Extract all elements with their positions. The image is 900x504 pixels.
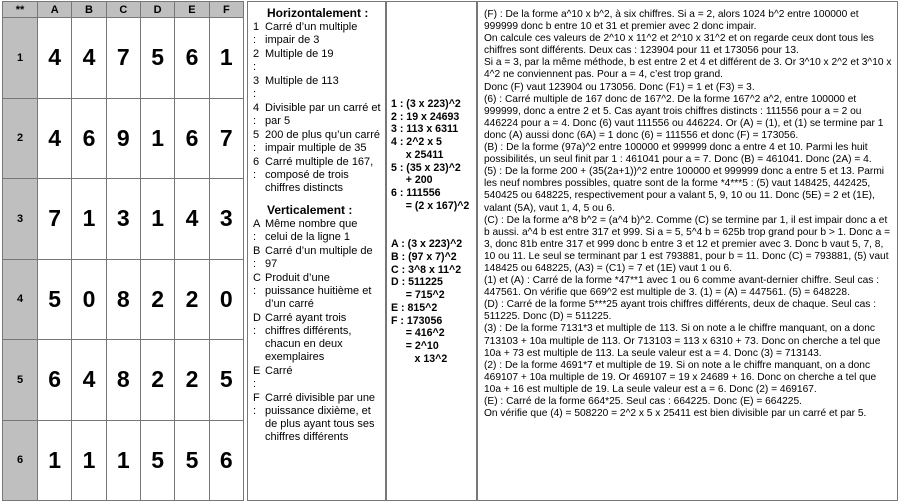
explanation-paragraph: On vérifie que (4) = 508220 = 2^2 x 5 x 25411 est bien divisible par un carré et par 5. (484, 408, 867, 420)
grid-cell: 1 (72, 179, 106, 260)
explanation-paragraph: (2) : De la forme 4691*7 et multiple de 19. Si on note a le chiffre manquant, on a donc 469107 + 10a multiple de 19. Or 469107 = 19 x 24689 + 16. Donc on cherche a tel que 10a + 16 est multiple de 19. La seule valeur est a = 6. Donc (2) = 469167. (484, 359, 877, 395)
definition-text: Même nombre que celui de la ligne 1 (265, 218, 358, 243)
grid-cell: 2 (175, 340, 209, 421)
grid-cell: 0 (72, 259, 106, 340)
grid-cell: 5 (140, 420, 174, 501)
explanation-paragraph: (B) : De la forme (97a)^2 entre 100000 et 999999 donc a entre 4 et 10. Parmi les huit possibilités, un seul finit par 1 : 461041 pour a = 7. Donc (B) = 461041. Donc (2A) = 4. (484, 142, 872, 166)
explanation-paragraph: On calcule ces valeurs de 2^10 x 11^2 et 2^10 x 31^2 et on regarde ceux dont tous les chiffres sont différents. Deux cas : 123904 pour 11 et 173056 pour 13. (484, 33, 874, 57)
definition-item (253, 272, 381, 311)
grid-cell: 7 (209, 98, 243, 179)
answer-item: 6 : 111556 = (2 x 167)^2 (391, 186, 470, 212)
grid-cell: 5 (38, 259, 72, 340)
row-header: 5 (3, 340, 38, 421)
column-header-c: C (106, 2, 140, 18)
grid-cell: 4 (38, 98, 72, 179)
definition-number: F : (253, 392, 260, 417)
answer-item: E : 815^2 (391, 301, 438, 314)
column-header-b: B (72, 2, 106, 18)
explanation-paragraph: Si a = 3, par la même méthode, b est entre 2 et 4 et différent de 3. Or 3^10 x 2^2 et 3^10 x 4^2 ne conviennent pas. Pour a = 4, c’est trop grand. (484, 57, 892, 81)
explanation-paragraph: (D) : Carré de la forme 5***25 ayant trois chiffres différents, deux de chaque. Seul cas : 511225. Donc (D) = 511225. (484, 299, 877, 323)
answer-item: A : (3 x 223)^2 (391, 238, 463, 251)
grid-cell: 8 (106, 259, 140, 340)
definition-text: Carré (265, 365, 293, 377)
grid-cell: 1 (140, 179, 174, 260)
grid-cell: 8 (106, 340, 140, 421)
definition-number: 4 : (253, 102, 260, 127)
grid-row (3, 420, 244, 501)
definitions-column (247, 1, 386, 501)
definition-text: Carré multiple de 167, composé de trois chiffres distincts (265, 156, 374, 194)
row-header: 4 (3, 259, 38, 340)
column-header-d: D (140, 2, 174, 18)
definition-number: 5 : (253, 129, 260, 154)
explanation-paragraph: (C) : De la forme a^8 b^2 = (a^4 b)^2. Comme (C) se termine par 1, il est impair donc a et b aussi. a^4 b est entre 317 et 999. Si a = 5, 5^4 b = 625b trop grand pour b > 1. Donc a = 3, donc 81b entre 317 et 999 donc b entre 3 et 12 et premier avec 3. Donc b vaut 5, 7, 8, 10 ou 11. Le seul se terminant par 1 est 793881, pour b = 11. Donc (C) = 793881, (5) vaut 148425 ou 648225, (A3) = (C1) = 7 et (1E) vaut 1 ou 6. (484, 214, 891, 274)
definition-text: Carré ayant trois chiffres différents, chacun en deux exemplaires (265, 312, 352, 363)
grid-cell: 5 (140, 18, 174, 99)
definition-item (253, 312, 381, 364)
definition-number: C : (253, 272, 261, 297)
definition-text: Divisible par un carré et par 5 (265, 102, 381, 127)
grid-cell: 7 (106, 18, 140, 99)
grid-cell: 3 (209, 179, 243, 260)
grid-row (3, 179, 244, 260)
definition-item (253, 156, 381, 195)
grid-row (3, 18, 244, 99)
grid-cell: 2 (140, 259, 174, 340)
row-header: 2 (3, 98, 38, 179)
explanation-paragraph: (1) et (A) : Carré de la forme *47**1 avec 1 ou 6 comme avant-dernier chiffre. Seul cas : 447561. On vérifie que 669^2 est multiple de 3. (1) = (A) = 447561. (5) = 648228. (484, 275, 880, 299)
definition-item (253, 21, 381, 47)
answer-item: D : 511225 = 715^2 (391, 276, 445, 302)
definition-number: D : (253, 312, 261, 337)
definition-text: 200 de plus qu’un carré impair multiple de 35 (265, 129, 380, 154)
grid-row (3, 98, 244, 179)
definition-number: A : (253, 218, 260, 243)
grid-row (3, 259, 244, 340)
grid-cell: 1 (106, 420, 140, 501)
answer-item: 2 : 19 x 24693 (391, 110, 460, 123)
answer-item: 3 : 113 x 6311 (391, 123, 459, 136)
grid-cell: 4 (175, 179, 209, 260)
grid-cell: 6 (175, 18, 209, 99)
definition-number: 1 : (253, 21, 260, 46)
grid-cell: 2 (175, 259, 209, 340)
definition-item (253, 129, 381, 155)
row-header: 3 (3, 179, 38, 260)
definition-text: Produit d’une puissance huitième et d’un carré (265, 272, 372, 310)
answer-item: C : 3^8 x 11^2 (391, 263, 462, 276)
grid-cell: 1 (38, 420, 72, 501)
definition-number: B : (253, 245, 261, 270)
row-header: 1 (3, 18, 38, 99)
grid-cell: 6 (175, 98, 209, 179)
definition-item (253, 102, 381, 128)
vertical-title: Verticalement : (267, 203, 353, 217)
column-header-row (3, 2, 244, 18)
grid-cell: 6 (209, 420, 243, 501)
answer-item: 4 : 2^2 x 5 x 25411 (391, 136, 444, 161)
definition-item (253, 48, 381, 74)
grid-cell: 4 (38, 18, 72, 99)
definition-number: 6 : (253, 156, 260, 181)
definition-number: 3 : (253, 75, 260, 100)
answer-item: 1 : (3 x 223)^2 (391, 98, 461, 110)
explanation-column (477, 1, 898, 501)
explanation-paragraph: (6) : Carré multiple de 167 donc de 167^2. De la forme 167^2 a^2, entre 100000 et 999999, donc a entre 2 et 5. Cas ayant trois chiffres distincts : 111556 pour a = 2 ou 446224 pour a = 4. Donc (6) vaut 111556 ou 446224. Or (A) = (1), et (1) se termine par 1 donc (A) aussi donc (6A) = 1 donc (6) = 111556 et donc (F) = 173056. (484, 93, 884, 141)
definition-item (253, 365, 381, 391)
answer-item: F : 173056 = 416^2 = 2^10 x 13^2 (391, 314, 448, 365)
definition-number: 2 : (253, 48, 260, 73)
definition-text: Carré d’un multiple de 97 (265, 245, 373, 270)
explanation-paragraph: Donc (F) vaut 123904 ou 173056. Donc (F1) = 1 et (F3) = 3. (484, 81, 755, 93)
crossnumber-grid (2, 1, 244, 501)
grid-cell: 4 (72, 340, 106, 421)
column-header-a: A (38, 2, 72, 18)
grid-cell: 6 (38, 340, 72, 421)
grid-cell: 0 (209, 259, 243, 340)
grid-corner: ** (3, 2, 38, 18)
explanation-paragraph: (F) : De la forme a^10 x b^2, à six chiffres. Si a = 2, alors 1024 b^2 entre 100000 et 999999 donc b entre 10 et 31 et premier avec 2 donc impair. (484, 9, 859, 33)
grid-cell: 7 (38, 179, 72, 260)
definition-item (253, 245, 381, 271)
definition-number: E : (253, 365, 261, 390)
grid-cell: 2 (140, 340, 174, 421)
answer-item: B : (97 x 7)^2 (391, 251, 457, 264)
explanation-paragraph: (5) : De la forme 200 + (35(2a+1))^2 entre 100000 et 999999 donc a entre 5 et 13. Parmi les neuf nombres possibles, quatre sont de la forme *4***5 : (5) vaut 148425, 442425, 540425 ou 648225, respectivement pour a valant 5, 9, 10 ou 11. Donc (5E) = 2 et (1E), valant (5A), vaut 1, 4, 5 ou 6. (484, 166, 885, 214)
answers-column (386, 1, 477, 501)
definition-item (253, 392, 381, 444)
definition-text: Multiple de 19 (265, 48, 334, 60)
column-header-e: E (175, 2, 209, 18)
grid-cell: 6 (72, 98, 106, 179)
definition-item (253, 218, 381, 244)
grid-cell: 3 (106, 179, 140, 260)
grid-cell: 1 (140, 98, 174, 179)
grid-cell: 9 (106, 98, 140, 179)
definition-text: Carré divisible par une puissance dixième, et de plus ayant tous ses chiffres différents (265, 392, 376, 443)
definition-item (253, 75, 381, 101)
answer-item: 5 : (35 x 23)^2 + 200 (391, 161, 461, 187)
grid-cell: 5 (209, 340, 243, 421)
explanation-paragraph: (E) : Carré de la forme 664*25. Seul cas : 664225. Donc (E) = 664225. (484, 396, 802, 407)
grid-row (3, 340, 244, 421)
column-header-f: F (209, 2, 243, 18)
row-header: 6 (3, 420, 38, 501)
explanation-paragraph: (3) : De la forme 7131*3 et multiple de 113. Si on note a le chiffre manquant, on a donc 713103 + 10a multiple de 113. Or 713103 = 113 x 6310 + 73. Donc on cherche a tel que 10a + 73 est multiple de 113. La seule valeur est a = 4. Donc (3) = 713143. (484, 323, 881, 359)
horizontal-title: Horizontalement : (267, 6, 369, 20)
grid-cell: 4 (72, 18, 106, 99)
grid-cell: 1 (72, 420, 106, 501)
definition-text: Multiple de 113 (265, 75, 339, 87)
definition-text: Carré d’un multiple impair de 3 (265, 21, 358, 46)
grid-cell: 1 (209, 18, 243, 99)
grid-cell: 5 (175, 420, 209, 501)
